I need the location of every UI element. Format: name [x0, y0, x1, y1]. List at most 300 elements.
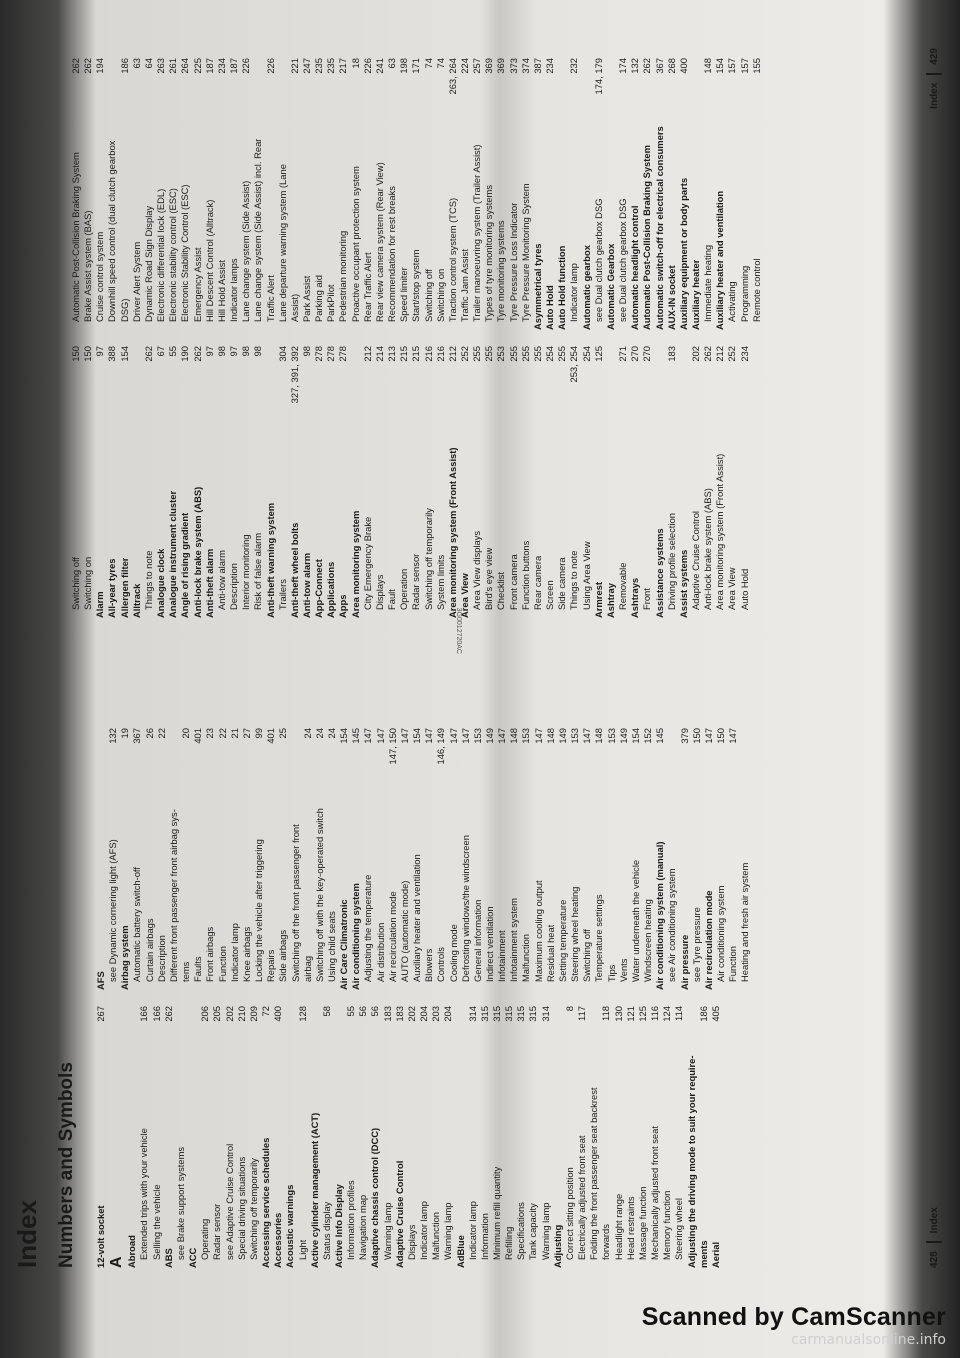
- index-entry: [143, 58, 155, 330]
- index-entry-term: Hill Hold Assist: [215, 260, 227, 322]
- index-entry-term: see Dual clutch gearbox DSG: [617, 198, 629, 322]
- index-entry-term: AUX-IN socket: [665, 265, 677, 330]
- index-entry: [167, 58, 179, 330]
- index-entry: [277, 346, 289, 618]
- index-entry-term: Fault: [386, 589, 398, 610]
- right-page-footer: [926, 48, 942, 109]
- index-entry-page: 117: [576, 1006, 588, 1021]
- index-entry-term: Accessing service schedules: [260, 1137, 272, 1268]
- index-entry-term: Tips: [605, 964, 617, 982]
- index-entry: [617, 346, 629, 618]
- index-entry-page: 278: [325, 346, 337, 362]
- index-entry-page: 174: [617, 58, 629, 74]
- index-entry-term: Auto Hold: [544, 285, 556, 330]
- index-entry: [520, 728, 532, 990]
- index-entry-page: 147: [532, 728, 544, 744]
- index-entry-term: Warning lamp: [539, 1202, 551, 1260]
- index-entry-term: Adjusting: [551, 1224, 563, 1268]
- index-entry-term: Specifications: [515, 1202, 527, 1260]
- index-entry: [435, 728, 447, 990]
- index-entry-page: 315: [503, 1006, 515, 1022]
- index-entry-page: 145: [350, 728, 362, 744]
- index-entry-term: Switching off the front passenger front: [289, 824, 301, 982]
- index-entry: [532, 58, 544, 330]
- index-entry-term: AUTO (automatic mode): [398, 880, 410, 982]
- index-entry-term: Anti-tow alarm: [215, 550, 227, 610]
- watermark-site-text: carmanualsonline.info: [791, 1332, 946, 1348]
- index-entry: [661, 1006, 673, 1268]
- index-entry-term: Indicator lamp: [418, 1201, 430, 1260]
- index-entry-term: see Dual clutch gearbox DSG: [592, 198, 604, 322]
- index-entry-page: 128: [296, 1006, 308, 1022]
- index-entry-page: 147: [727, 728, 739, 744]
- index-entry-term: Assist systems: [677, 549, 689, 618]
- index-entry-term: Correct sitting position: [563, 1167, 575, 1260]
- index-entry: [252, 346, 264, 618]
- index-entry: [410, 346, 422, 618]
- index-entry: [483, 346, 495, 618]
- index-entry-term: Anti-tow alarm: [300, 552, 312, 618]
- index-entry: [606, 728, 618, 990]
- index-entry: [216, 346, 228, 618]
- index-entry: [265, 58, 277, 330]
- index-entry-page: 234: [738, 346, 750, 362]
- index-entry-term: Side airbags: [277, 929, 289, 982]
- index-entry: [527, 1006, 539, 1268]
- index-entry-page: 166: [150, 1006, 162, 1022]
- index-entry-term: Radar sensor: [211, 1203, 223, 1260]
- index-entry-page: 121: [624, 1006, 636, 1022]
- index-entry: [515, 1006, 527, 1268]
- index-entry-page: 267: [95, 1006, 106, 1022]
- index-entry-term: Electronic differential lock (EDL): [155, 188, 167, 322]
- index-entry-term: Displays: [405, 1224, 417, 1260]
- index-entry-page: 255: [556, 346, 568, 362]
- index-entry: [556, 346, 568, 618]
- index-entry-page: 226: [240, 58, 252, 74]
- index-entry: [581, 728, 593, 990]
- index-entry-term: Rear camera: [531, 555, 543, 610]
- index-entry: [313, 58, 325, 330]
- index-entry-term: Headlight range: [612, 1193, 624, 1260]
- index-entry: [240, 346, 252, 618]
- index-entry: [442, 1006, 454, 1268]
- index-entry: [272, 1006, 284, 1268]
- index-entry-term: Function: [727, 946, 739, 982]
- index-entry-page: 153: [471, 728, 483, 744]
- index-entry: [131, 58, 143, 330]
- index-entry: [552, 1006, 564, 1268]
- index-entry-term: Blowers: [423, 948, 435, 982]
- index-entry-page: 315: [515, 1006, 527, 1022]
- index-entry: [321, 1006, 333, 1268]
- index-entry-page: 97: [94, 346, 106, 357]
- index-entry-term: Heating and fresh air system: [739, 862, 751, 982]
- index-title: Index: [12, 1200, 42, 1268]
- page-number: 428: [928, 1251, 940, 1268]
- index-entry-term: Auxiliary heater: [689, 259, 701, 330]
- index-entry-page: 97: [228, 346, 240, 357]
- index-entry-page: 270: [641, 346, 653, 362]
- index-entry-term: see Dynamic cornering light (AFS): [107, 839, 119, 982]
- index-entry: [556, 58, 568, 330]
- index-entry: [119, 58, 131, 330]
- index-entry-page: 147: [374, 728, 386, 744]
- index-entry: [70, 346, 82, 618]
- footer-label: Index: [928, 82, 940, 109]
- index-entry: [686, 1006, 698, 1268]
- watermark-scanner-text: Scanned by CamScanner: [641, 1303, 946, 1331]
- index-entry: [569, 728, 581, 990]
- index-entry-page: 315: [527, 1006, 539, 1022]
- index-entry-page: 278: [313, 346, 325, 362]
- index-entry: [666, 728, 678, 990]
- index-entry: [168, 728, 180, 990]
- index-entry-page: 63: [130, 58, 142, 69]
- index-entry-term: Accessories: [272, 1212, 284, 1268]
- index-entry-page: 153: [605, 728, 617, 744]
- index-entry: [484, 728, 496, 990]
- index-entry-term: Area View: [726, 567, 738, 610]
- index-entry-term: Area View displays: [471, 530, 483, 610]
- index-entry: [387, 728, 399, 990]
- index-entry: [265, 346, 277, 618]
- index-entry: [726, 346, 738, 618]
- index-entry-term: Air distribution: [374, 922, 386, 982]
- index-entry: [362, 728, 374, 990]
- index-entry-term: Removable: [617, 562, 629, 610]
- index-entry-page: 23: [204, 728, 216, 739]
- index-entry-page: 148: [702, 58, 714, 74]
- index-entry: [284, 1006, 296, 1268]
- index-entry-term: Things to note: [142, 550, 154, 610]
- index-entry: [229, 728, 241, 990]
- index-entry-page: 232: [568, 58, 580, 74]
- index-entry-term: Controls: [435, 947, 447, 982]
- index-entry-term: Programming: [738, 265, 750, 322]
- index-entry-page: 388: [106, 346, 118, 362]
- index-letter-heading: A: [108, 1256, 126, 1268]
- index-entry-page: 166: [138, 1006, 150, 1022]
- index-entry-page: 262: [191, 346, 203, 362]
- index-entry-page: 254: [544, 346, 556, 362]
- index-entry-page: 209: [247, 1006, 259, 1022]
- index-entry: [495, 346, 507, 618]
- margin-code: 3G0012720AC: [455, 607, 462, 654]
- index-entry: [467, 1006, 479, 1268]
- index-entry-term: Temperature settings: [593, 894, 605, 982]
- index-entry: [641, 346, 653, 618]
- index-entry-term: Airbag system: [119, 925, 131, 990]
- index-entry: [637, 1006, 649, 1268]
- index-entry: [326, 728, 338, 990]
- index-entry-page: 400: [677, 58, 689, 74]
- index-entry-page: 235: [313, 58, 325, 74]
- index-entry-term: Windscreen heating: [642, 899, 654, 982]
- index-entry-page: 152: [642, 728, 654, 744]
- index-entry-term: Automatic Gearbox: [604, 243, 616, 330]
- index-entry-page: 315: [478, 1006, 490, 1022]
- index-entry: [406, 1006, 418, 1268]
- index-entry: [691, 728, 703, 990]
- index-entry-term: Assistance systems: [653, 528, 665, 618]
- index-entry-term: Automatic switch-off for electrical consumers: [653, 126, 665, 330]
- index-entry-term: Steering wheel: [673, 1197, 685, 1260]
- index-entry-page: 98: [252, 346, 264, 357]
- index-entry-term: Analogue clock: [155, 548, 167, 618]
- index-entry-page: 216: [434, 346, 446, 362]
- index-entry: [605, 346, 617, 618]
- index-entry-page: 97: [203, 346, 215, 357]
- index-entry-page: 263: [155, 58, 167, 74]
- index-entry: [314, 728, 326, 990]
- index-entry-term: Start/stop system: [410, 249, 422, 322]
- index-entry-term: Park Assist: [300, 275, 312, 322]
- index-entry-term: Driving profile selection: [665, 513, 677, 610]
- index-entry-term: Warning lamp: [381, 1202, 393, 1260]
- index-entry-page: 252: [726, 346, 738, 362]
- index-entry-term: Electrically adjusted front seat: [576, 1135, 588, 1260]
- index-entry: [333, 1006, 345, 1268]
- index-entry: [204, 346, 216, 618]
- index-entry-page: 304: [276, 346, 288, 362]
- index-entry-page: 253: [495, 346, 507, 362]
- index-entry-term: Description: [228, 563, 240, 610]
- index-entry-term: Adjusting the temperature: [362, 874, 374, 982]
- index-entry-term: Dynamic Road Sign Display: [142, 205, 154, 322]
- index-entry: [666, 346, 678, 618]
- index-entry: [253, 728, 265, 990]
- index-entry-page: 148: [593, 728, 605, 744]
- index-entry-page: 183: [381, 1006, 393, 1022]
- index-entry: [508, 346, 520, 618]
- index-entry: [447, 346, 459, 618]
- index-entry-term: Knee airbags: [240, 926, 252, 982]
- index-entry-term: Navigation map: [357, 1194, 369, 1260]
- index-entry: [107, 728, 119, 990]
- index-entry: [739, 346, 751, 618]
- index-entry-term: City Emergency Brake: [361, 516, 373, 610]
- index-entry-term: Air Care Climatronic: [338, 899, 350, 990]
- index-entry: [211, 1006, 223, 1268]
- index-entry: [240, 58, 252, 330]
- index-entry-term: Special driving situations: [235, 1156, 247, 1260]
- index-entry-page: 153: [569, 728, 581, 744]
- index-entry-term: Setting temperature: [556, 899, 568, 982]
- index-entry: [138, 1006, 150, 1268]
- index-entry: [156, 728, 168, 990]
- index-entry-page: 19: [119, 728, 131, 739]
- index-entry: [430, 1006, 442, 1268]
- index-entry-page: 405: [709, 1006, 721, 1022]
- index-entry-term: Malfunction: [430, 1212, 442, 1260]
- index-entry-term: Screen: [544, 580, 556, 610]
- index-entry-page: 147, 150: [386, 728, 398, 765]
- index-entry: [95, 728, 107, 990]
- index-entry-term: Residual heat: [544, 924, 556, 982]
- index-entry: [357, 1006, 369, 1268]
- index-entry: [216, 58, 228, 330]
- index-entry-term: Recommendation for rest breaks: [386, 186, 398, 322]
- index-entry: [95, 1006, 107, 1268]
- index-entry-term: forwards: [600, 1224, 612, 1260]
- index-entry-page: 22: [155, 728, 167, 739]
- index-entry-term: Switching off temporarily: [422, 508, 434, 610]
- index-entry: [204, 58, 216, 330]
- index-entry-page: 367: [131, 728, 143, 744]
- index-entry-page: 262: [162, 1006, 174, 1022]
- index-entry: [629, 58, 641, 330]
- index-entry-term: Refilling: [503, 1226, 515, 1260]
- index-entry: [131, 728, 143, 990]
- index-entry-term: Proactive occupant protection system: [349, 166, 361, 322]
- index-entry-term: Tyre Pressure Monitoring System: [519, 183, 531, 322]
- index-entry-page: 257: [471, 58, 483, 74]
- index-entry-term: ParkPilot: [325, 284, 337, 322]
- index-entry: [629, 346, 641, 618]
- index-entry: [70, 58, 82, 330]
- index-entry: [423, 346, 435, 618]
- index-entry: [350, 58, 362, 330]
- index-entry: [394, 1006, 406, 1268]
- index-entry-page: 150: [70, 346, 81, 362]
- index-entry: [94, 58, 106, 330]
- index-entry-page: 174, 179: [592, 58, 604, 95]
- index-entry: [605, 58, 617, 330]
- index-entry-page: 268: [665, 58, 677, 74]
- index-entry-term: Front camera: [507, 554, 519, 610]
- index-entry-page: 374: [519, 58, 531, 74]
- index-entry-term: Area monitoring system: [349, 510, 361, 618]
- index-entry: [544, 346, 556, 618]
- index-entry-page: 55: [345, 1006, 357, 1017]
- index-entry-page: 255: [471, 346, 483, 362]
- footer-divider: [926, 1241, 942, 1243]
- index-entry: [588, 1006, 600, 1268]
- index-entry-term: Hill Descent Control (Alltrack): [203, 199, 215, 322]
- index-entry-term: Electronic Stability Control (ESC): [179, 184, 191, 322]
- index-entry-term: DSG): [118, 298, 130, 322]
- index-entry: [410, 58, 422, 330]
- index-entry-term: General information: [471, 899, 483, 982]
- index-entry-term: 12-volt socket: [95, 1205, 106, 1268]
- index-entry: [459, 346, 471, 618]
- index-entry-page: 150: [690, 728, 702, 744]
- index-entry-term: Analogue instrument cluster: [167, 490, 179, 618]
- index-entry: [94, 346, 106, 618]
- index-entry: [192, 346, 204, 618]
- index-entry-page: 183: [393, 1006, 405, 1022]
- index-entry-term: Switching off with the key-operated switch: [313, 808, 325, 982]
- index-entry: [131, 346, 143, 618]
- index-entry: [297, 1006, 309, 1268]
- index-entry-term: Active Info Display: [332, 1184, 344, 1268]
- index-entry-page: 98: [215, 346, 227, 357]
- index-entry-page: 187: [203, 58, 215, 74]
- index-entry-page: 262: [142, 346, 154, 362]
- index-entry-term: Switching off: [70, 557, 81, 610]
- index-entry-page: 367: [653, 58, 665, 74]
- index-entry-term: Anti-theft wheel bolts: [288, 522, 300, 618]
- index-entry-term: Faults: [192, 956, 204, 982]
- index-entry-page: 118: [600, 1006, 612, 1021]
- index-entry: [302, 728, 314, 990]
- index-entry-page: 74: [422, 58, 434, 69]
- index-entry: [82, 346, 94, 618]
- index-entry-page: 157: [726, 58, 738, 74]
- index-entry: [564, 1006, 576, 1268]
- left-page-columns: [95, 728, 890, 1268]
- index-entry-page: 202: [223, 1006, 235, 1022]
- index-entry-term: Indicator lamps: [228, 258, 240, 322]
- index-entry: [386, 58, 398, 330]
- index-entry-term: Things to note: [568, 550, 580, 610]
- index-entry-page: 186: [118, 58, 130, 74]
- index-entry: [204, 728, 216, 990]
- index-entry-page: 226: [361, 58, 373, 74]
- index-entry: [224, 1006, 236, 1268]
- index-entry-term: Acoustic warnings: [284, 1184, 296, 1268]
- index-entry: [540, 1006, 552, 1268]
- index-entry: [679, 728, 691, 990]
- index-entry-term: Air recirculation mode: [702, 890, 714, 990]
- index-entry-term: Aerial: [709, 1241, 721, 1268]
- index-entry: [654, 58, 666, 330]
- index-entry-term: Infotainment system: [508, 898, 520, 982]
- index-entry: [568, 58, 580, 330]
- index-entry-page: 225: [191, 58, 203, 74]
- index-entry-page: 214: [373, 346, 385, 362]
- index-entry-page: 234: [215, 58, 227, 74]
- index-entry-page: 147: [581, 728, 593, 744]
- index-entry-page: 64: [142, 58, 154, 69]
- index-entry-term: Alarm: [94, 591, 106, 618]
- index-entry-term: Automatic gearbox: [580, 245, 592, 330]
- index-entry-page: 147: [459, 728, 471, 744]
- index-entry: [702, 58, 714, 330]
- index-entry: [751, 58, 763, 330]
- index-entry: [557, 728, 569, 990]
- index-entry: [532, 346, 544, 618]
- index-entry: [698, 1006, 710, 1268]
- index-entry-term: Area View: [459, 573, 470, 618]
- index-entry: [533, 728, 545, 990]
- index-entry-page: 373: [507, 58, 519, 74]
- index-entry: [399, 728, 411, 990]
- index-entry-page: 147: [362, 728, 374, 744]
- index-entry-term: Defrosting windows/the windscreen: [459, 835, 471, 982]
- index-entry: [106, 346, 118, 618]
- index-entry-page: 270: [629, 346, 641, 362]
- index-entry: [163, 1006, 175, 1268]
- index-entry-term: Switching off temporarily: [247, 1158, 259, 1260]
- index-entry-page: 213: [386, 346, 398, 362]
- index-entry: [236, 1006, 248, 1268]
- index-entry-term: Ashtray: [604, 583, 616, 618]
- index-entry: [739, 58, 751, 330]
- index-entry-term: Curtain airbags: [143, 918, 155, 982]
- index-entry-page: 58: [320, 1006, 332, 1017]
- index-entry-page: 154: [714, 58, 726, 74]
- index-entry-term: Extended trips with your vehicle: [138, 1128, 150, 1260]
- section-heading: Numbers and Symbols: [56, 1062, 77, 1268]
- index-entry: [495, 58, 507, 330]
- index-entry-page: 215: [398, 346, 410, 362]
- index-entry: [180, 728, 192, 990]
- index-entry-page: 186: [697, 1006, 709, 1022]
- index-entry-page: 203: [430, 1006, 442, 1022]
- index-entry: [455, 1006, 467, 1268]
